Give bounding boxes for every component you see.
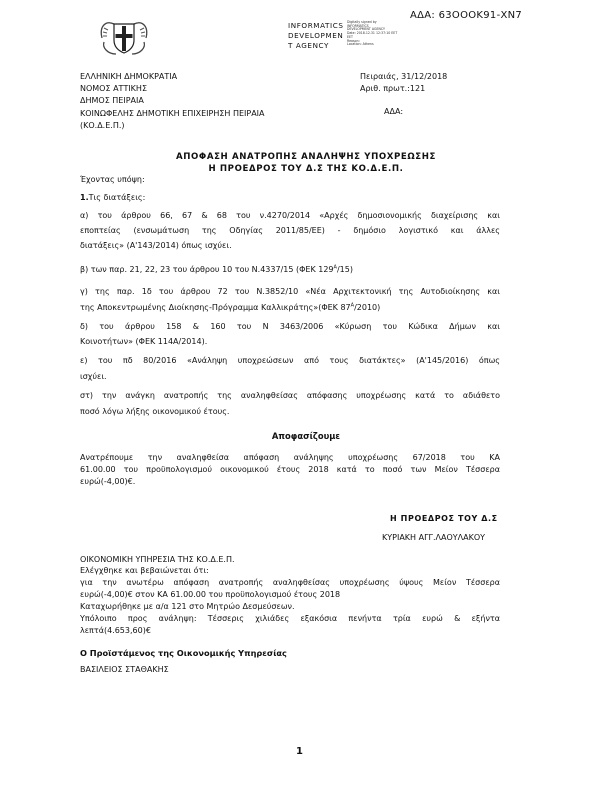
issuer-line: ΝΟΜΟΣ ΑΤΤΙΚΗΣ bbox=[80, 84, 147, 94]
digital-signature-stamp: Digitally signed by INFORMATICS DEVELOPMENT AGENCY Date: 2018.12.31 12:37:10 EET EET Reason: Location: Athens bbox=[347, 20, 398, 47]
issuer-line: (ΚΟ.Δ.Ε.Π.) bbox=[80, 120, 125, 130]
finance-line: ευρώ(-4,00)€ στον ΚΑ 61.00.00 του προϋπολογισμού έτους 2018 bbox=[80, 590, 341, 599]
point-text: Τις διατάξεις: bbox=[88, 193, 146, 202]
clause-st-line: ποσό λόγω λήξης οικονομικού έτους. bbox=[80, 407, 230, 416]
finance-line: Καταχωρήθηκε με α/α 121 στο Μητρώο Δεσμεύσεων. bbox=[80, 602, 295, 611]
protocol-number: Αριθ. πρωτ.:121 bbox=[360, 84, 426, 94]
signatory-title: Η ΠΡΟΕΔΡΟΣ ΤΟΥ Δ.Σ bbox=[390, 514, 498, 523]
signatory-name: ΚΥΡΙΑΚΗ ΑΓΓ.ΛΑΟΥΛΑΚΟΥ bbox=[382, 533, 486, 542]
decision-line: ευρώ(-4,00)€. bbox=[80, 477, 136, 486]
clause-a-line: α) του άρθρου 66, 67 & 68 του ν.4270/2014 «Αρχές δημοσιονομικής διαχείρισης και bbox=[80, 211, 500, 220]
finance-line: Υπόλοιπο προς ανάληψη: Τέσσερις χιλιάδες εξακόσια πενήντα τρία ευρώ & εξήντα bbox=[80, 614, 500, 623]
issuer-block bbox=[80, 71, 265, 132]
finance-line: ΟΙΚΟΝΟΜΙΚΗ ΥΠΗΡΕΣΙΑ ΤΗΣ ΚΟ.Δ.Ε.Π. bbox=[80, 555, 235, 564]
issuer-line: ΔΗΜΟΣ ΠΕΙΡΑΙΑ bbox=[80, 96, 144, 106]
ida-line: DEVELOPMEN bbox=[288, 31, 344, 41]
ida-line: INFORMATICS bbox=[288, 21, 344, 30]
point-1 bbox=[80, 192, 500, 204]
clause-a-line: διατάξεις» (Α'143/2014) όπως ισχύει. bbox=[80, 241, 232, 250]
point-number: 1. bbox=[80, 193, 89, 202]
clause-e-line: ε) του πδ 80/2016 «Ανάληψη υποχρεώσεων από τους διατάκτες» (Α'145/2016) όπως bbox=[80, 356, 500, 365]
finance-line: για την ανωτέρω απόφαση ανατροπής αναληφθείσας υποχρέωσης ύψους Μείον Τέσσερα bbox=[80, 578, 500, 587]
clause-d-line: δ) του άρθρου 158 & 160 του Ν 3463/2006 «Κύρωση του Κώδικα Δήμων και bbox=[80, 322, 500, 331]
finance-line: λεπτά(4.653,60)€ bbox=[80, 626, 151, 635]
date-protocol-block bbox=[360, 71, 447, 95]
ida-line: T AGENCY bbox=[288, 41, 330, 51]
greek-coat-of-arms-icon bbox=[96, 16, 152, 58]
issuer-line: ΚΟΙΝΩΦΕΛΗΣ ΔΗΜΟΤΙΚΗ ΕΠΙΧΕΙΡΗΣΗ ΠΕΙΡΑΙΑ bbox=[80, 108, 265, 118]
decision-line: Ανατρέπουμε την αναληφθείσα απόφαση ανάληψης υποχρέωσης 67/2018 του ΚΑ bbox=[80, 453, 500, 462]
intro-text: Έχοντας υπόψη: bbox=[80, 175, 145, 184]
ada-code: ΑΔΑ: 63ΟΟΟΚ91-ΧΝ7 bbox=[410, 10, 523, 21]
clause-st-line: στ) την ανάγκη ανατροπής της αναληφθείσας απόφασης υποχρέωσης κατά το αδιάθετο bbox=[80, 391, 500, 400]
place-date: Πειραιάς, 31/12/2018 bbox=[360, 72, 448, 81]
decision-heading: Αποφασίζουμε bbox=[271, 431, 341, 441]
document-subtitle: Η ΠΡΟΕΔΡΟΣ ΤΟΥ Δ.Σ ΤΗΣ ΚΟ.Δ.Ε.Π. bbox=[208, 164, 404, 174]
issuer-line: ΕΛΛΗΝΙΚΗ ΔΗΜΟΚΡΑΤΙΑ bbox=[80, 72, 178, 81]
decision-line: 61.00.00 του προϋπολογισμού οικονομικού έτους 2018 κατά το ποσό των Μείον Τέσσερα bbox=[80, 465, 500, 474]
clause-d-line: Κοινοτήτων» (ΦΕΚ 114Α/2014). bbox=[80, 337, 208, 346]
finance-line: Ελέγχθηκε και βεβαιώνεται ότι: bbox=[80, 566, 209, 575]
clause-b: β) των παρ. 21, 22, 23 του άρθρου 10 του Ν.4337/15 (ΦΕΚ $129^A/15$) bbox=[80, 264, 353, 274]
header-ada-label: ΑΔΑ: bbox=[384, 107, 404, 116]
clause-g-line: της Αποκεντρωμένης Διοίκησης-Πρόγραμμα Καλλικράτης»(ΦΕΚ $87^A/2010$) bbox=[80, 302, 381, 312]
finance-head-title: Ο Προϊστάμενος της Οικονομικής Υπηρεσίας bbox=[80, 648, 287, 658]
document-title: ΑΠΟΦΑΣΗ ΑΝΑΤΡΟΠΗΣ ΑΝΑΛΗΨΗΣ ΥΠΟΧΡΕΩΣΗΣ bbox=[175, 152, 436, 162]
ida-logo-text bbox=[288, 21, 344, 52]
page-number: 1 bbox=[296, 746, 303, 757]
clause-g-line: γ) της παρ. 1δ του άρθρου 72 του Ν.3852/10 «Νέα Αρχιτεκτονική της Αυτοδιοίκησης και bbox=[80, 287, 500, 296]
clause-e-line: ισχύει. bbox=[80, 372, 107, 381]
finance-head-name: ΒΑΣΙΛΕΙΟΣ ΣΤΑΘΑΚΗΣ bbox=[80, 665, 169, 674]
clause-a-line: εποπτείας (ενσωμάτωση της Οδηγίας 2011/85/ΕΕ) - δημόσιο λογιστικό και άλλες bbox=[80, 226, 500, 235]
